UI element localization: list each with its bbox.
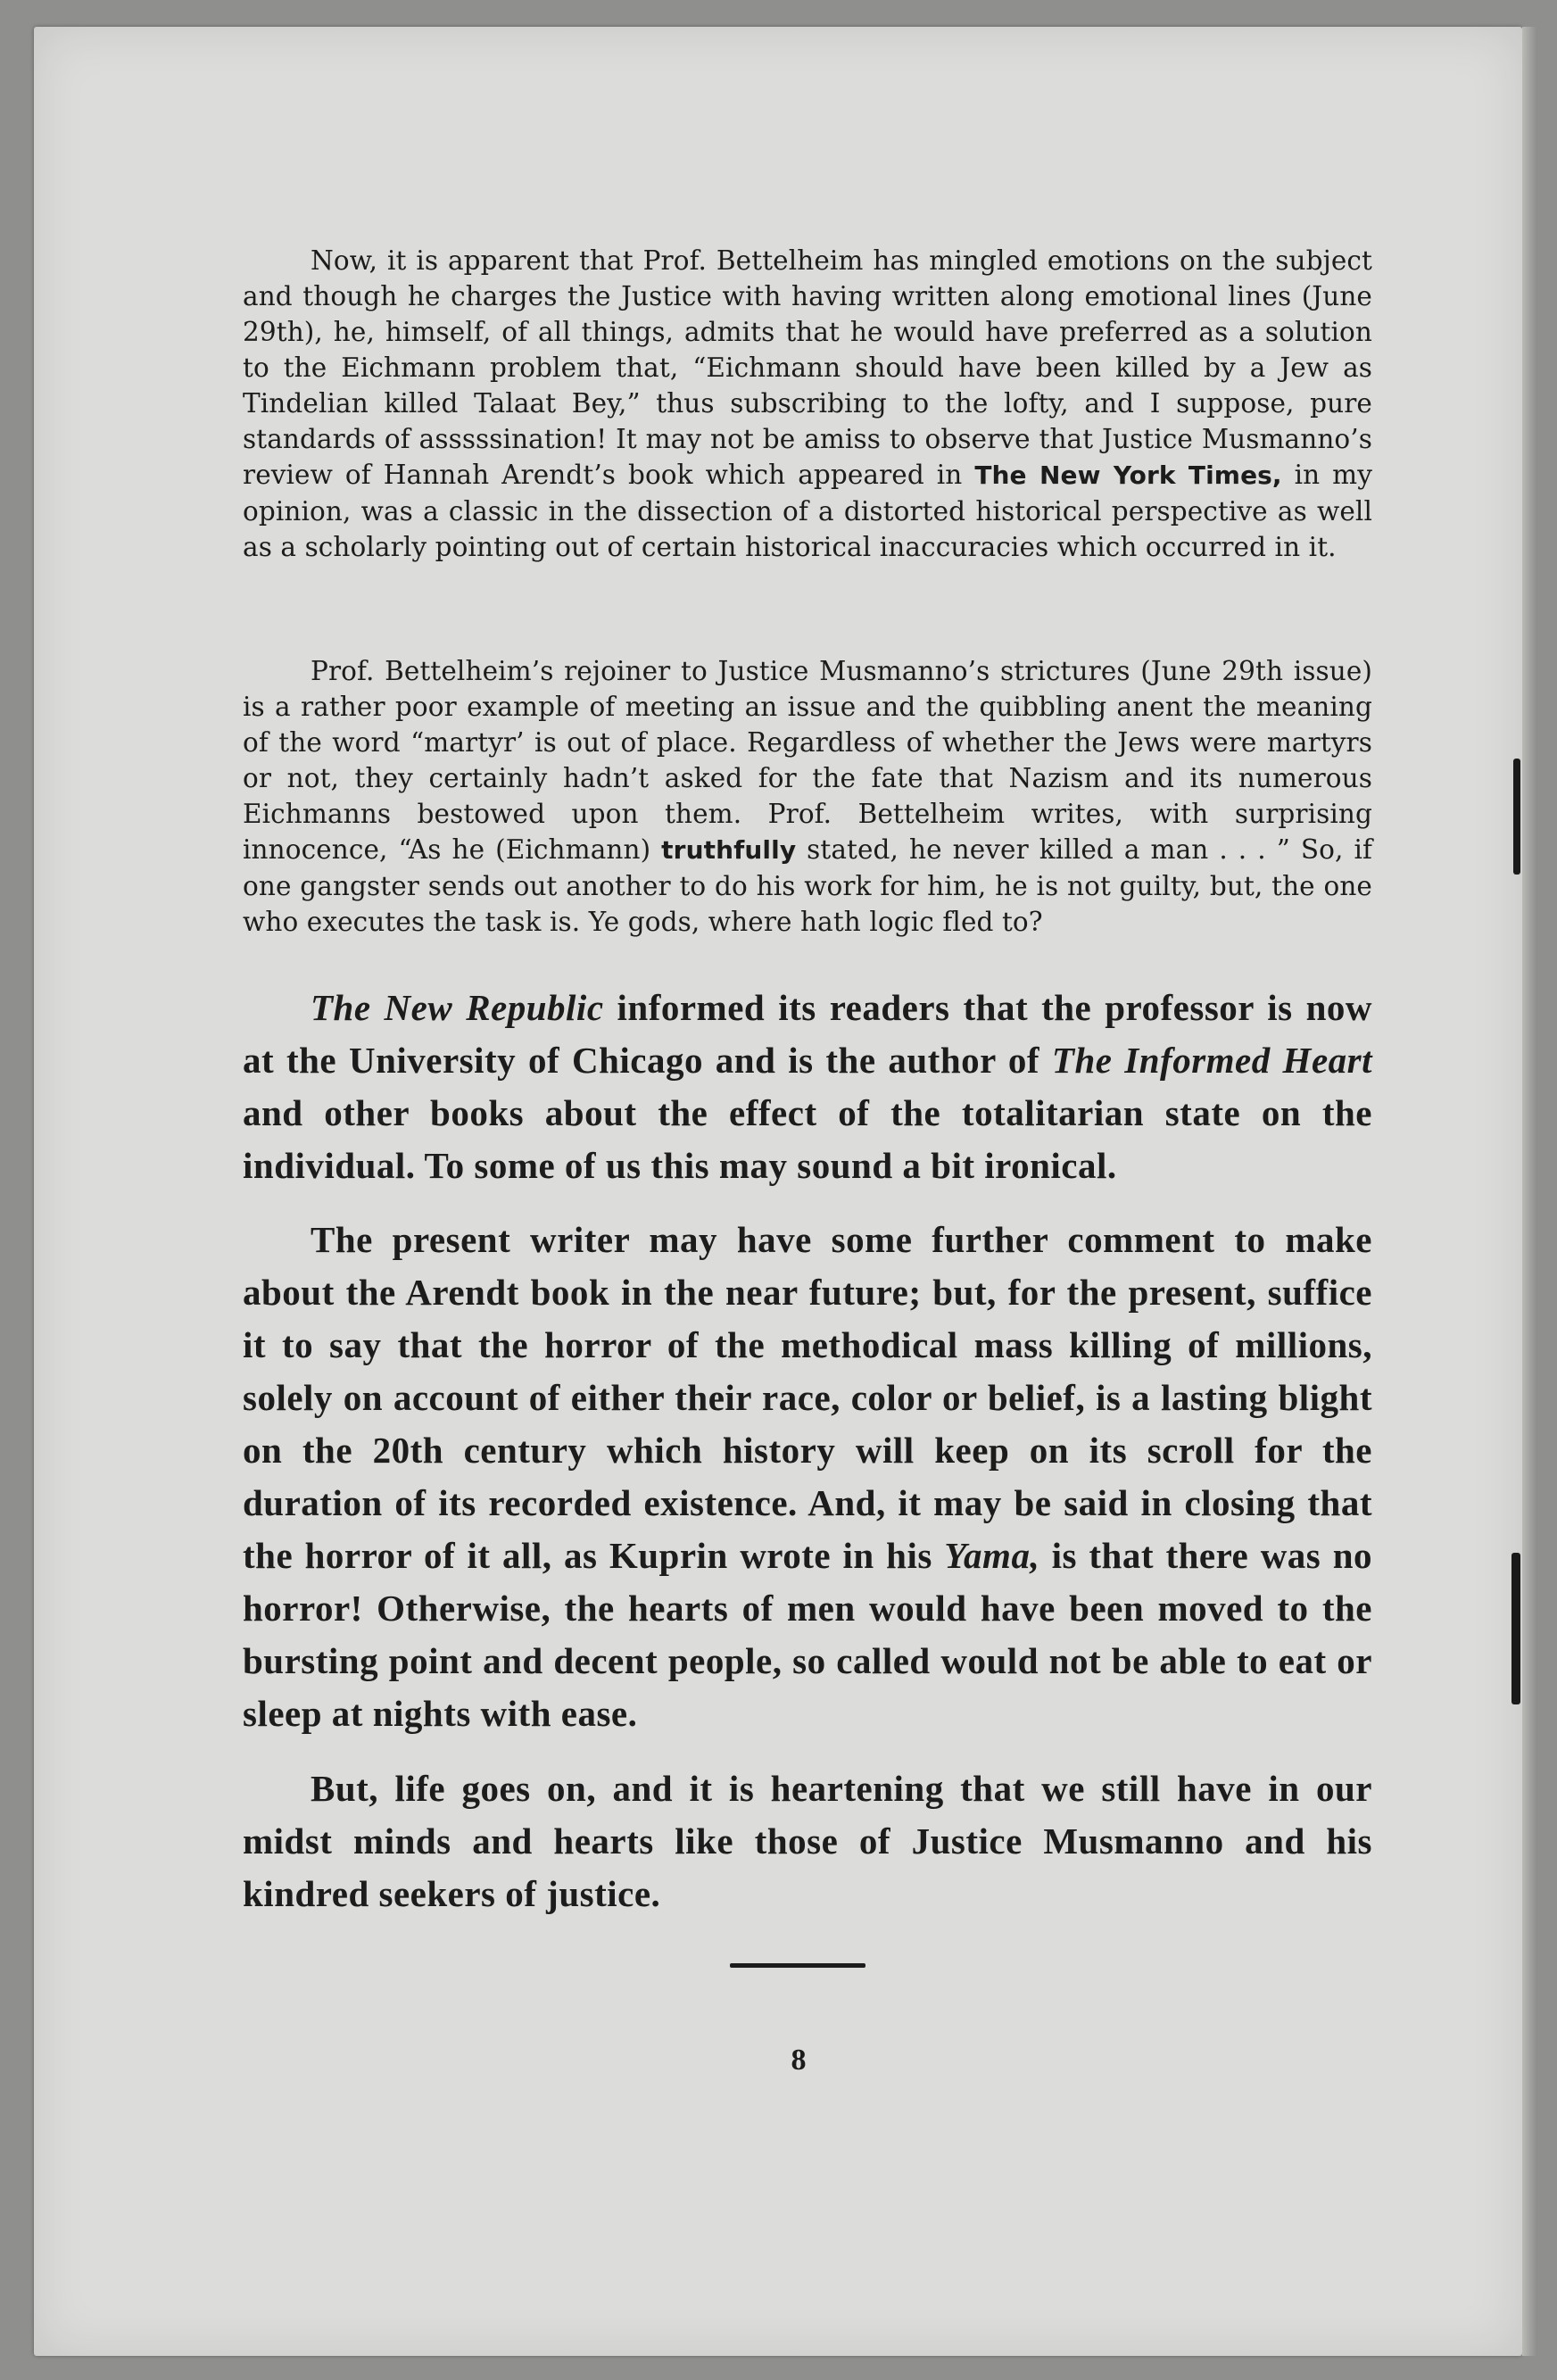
binding-mark — [1511, 1553, 1520, 1704]
paragraph-5 — [243, 1762, 1372, 1920]
text-run: is that there was no horror! Otherwise, the hearts of men would have been moved to the bursting point and decent people, so called would not be able to eat or sleep at nights with ease. — [243, 1535, 1372, 1734]
text-run: The Informed Heart — [1051, 1040, 1372, 1081]
page-edge — [1522, 27, 1536, 2356]
paragraph-3 — [243, 982, 1372, 1192]
text-run: and other books about the effect of the totalitarian state on the individual. To some of us this may sound a bit ironical. — [243, 1092, 1372, 1186]
text-run: The New York Times, — [974, 460, 1282, 490]
binding-mark — [1513, 759, 1520, 875]
text-run: informed its readers that the professor is now at the University of Chicago and is the author of — [243, 987, 1372, 1081]
paragraph-1 — [243, 243, 1372, 565]
paragraph-2 — [243, 653, 1372, 940]
text-run: The present writer may have some further comment to make about the Arendt book in the near future; but, for the present, suffice it to say that the horror of the methodical mass killing of millions, solely on account of either their race, color or belief, is a lasting blight on the 20th century which history will keep on its scroll for the duration of its recorded existence. And, it may be said in closing that the horror of it all, as Kuprin wrote in his — [243, 1219, 1372, 1576]
text-run: The New Republic — [311, 987, 604, 1028]
text-run: Prof. Bettelheim’s rejoiner to Justice Musmanno’s strictures (June 29th issue) is a rather poor example of meeting an issue and the quibbling anent the meaning of the word “martyr’ is out of place. Regardless of whether the Jews were martyrs or not, they certainly hadn’t asked for the fate that Nazism and its numerous Eichmanns bestowed upon them. Prof. Bettelheim writes, with surprising innocence, “As he (Eichmann) — [243, 656, 1372, 865]
paragraph-4 — [243, 1214, 1372, 1740]
page-number: 8 — [791, 2044, 807, 2077]
section-rule — [730, 1963, 865, 1968]
text-run: stated, he never killed a man . . . ” So, if one gangster sends out another to do his work for him, he is not guilty, but, the one who executes the task is. Ye gods, where hath logic fled to? — [243, 834, 1373, 937]
text-run: Yama, — [944, 1535, 1040, 1576]
text-run: in my opinion, was a classic in the dissection of a distorted historical perspective as well as a scholarly pointing out of certain historical inaccuracies which occurred in it. — [243, 460, 1372, 562]
text-run: truthfully — [661, 835, 797, 865]
text-run: But, life goes on, and it is heartening that we still have in our midst minds and hearts like those of Justice Musmanno and his kindred seekers of justice. — [243, 1768, 1372, 1914]
text-run: Now, it is apparent that Prof. Bettelheim has mingled emotions on the subject and though he charges the Justice with having written along emotional lines (June 29th), he, himself, of all things, admits that he would have preferred as a solution to the Eichmann problem that, “Eichmann should have been killed by a Jew as Tindelian killed Talaat Bey,” thus subscribing to the lofty, and I suppose, pure standards of asssssination! It may not be amiss to observe that Justice Musmanno’s review of Hannah Arendt’s book which appeared in — [243, 245, 1372, 490]
